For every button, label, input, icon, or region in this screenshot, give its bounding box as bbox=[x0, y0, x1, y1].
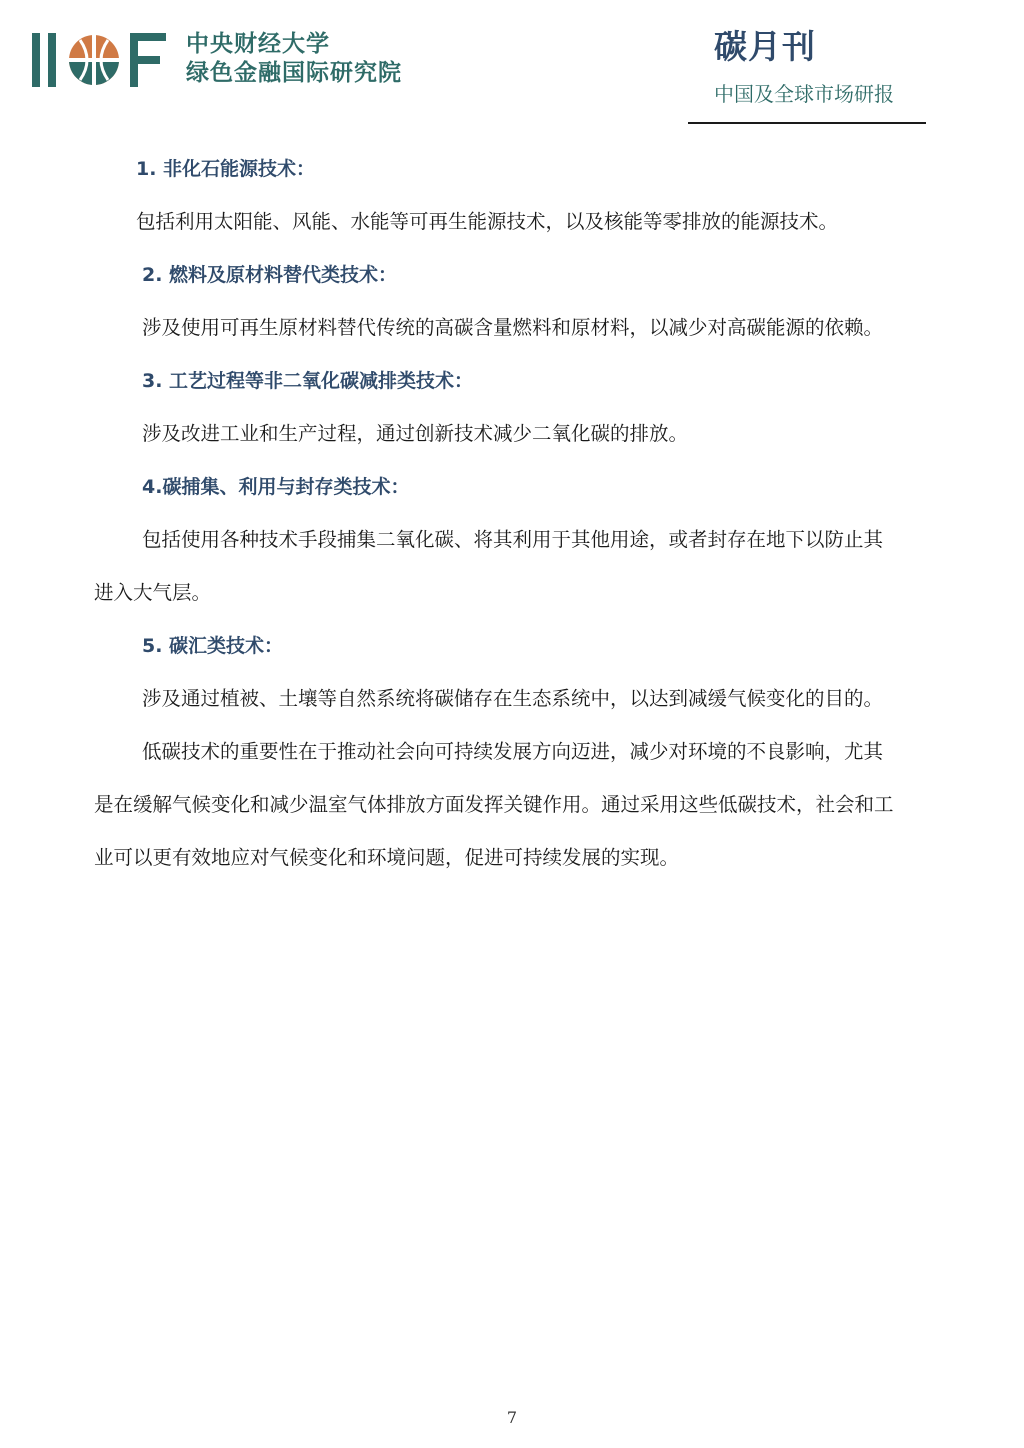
section-body-2: 涉及使用可再生原材料替代传统的高碳含量燃料和原材料，以减少对高碳能源的依赖。 bbox=[142, 316, 884, 339]
section-body-3: 涉及改进工业和生产过程，通过创新技术减少二氧化碳的排放。 bbox=[142, 422, 689, 445]
section-heading-2: 2. 燃料及原材料替代类技术： bbox=[142, 264, 398, 286]
publication-block bbox=[714, 26, 894, 108]
conclusion-line3: 业可以更有效地应对气候变化和环境问题，促进可持续发展的实现。 bbox=[94, 846, 680, 869]
section-body-4-line1: 包括使用各种技术手段捕集二氧化碳、将其利用于其他用途，或者封存在地下以防止其 bbox=[142, 528, 884, 551]
section-heading-4: 4.碳捕集、利用与封存类技术： bbox=[142, 476, 410, 498]
header-divider bbox=[688, 122, 926, 124]
section-heading-3: 3. 工艺过程等非二氧化碳减排类技术： bbox=[142, 370, 474, 392]
organization-name bbox=[186, 30, 402, 88]
organization-name-line1: 中央财经大学 bbox=[186, 31, 330, 57]
section-body-1: 包括利用太阳能、风能、水能等可再生能源技术，以及核能等零排放的能源技术。 bbox=[136, 210, 839, 233]
publication-title: 碳月刊 bbox=[714, 27, 816, 66]
section-heading-5: 5. 碳汇类技术： bbox=[142, 635, 284, 657]
conclusion-line1: 低碳技术的重要性在于推动社会向可持续发展方向迈进，减少对环境的不良影响，尤其 bbox=[142, 740, 884, 763]
section-body-5: 涉及通过植被、土壤等自然系统将碳储存在生态系统中，以达到减缓气候变化的目的。 bbox=[142, 687, 884, 710]
section-heading-1: 1. 非化石能源技术： bbox=[136, 158, 316, 180]
organization-name-line2: 绿色金融国际研究院 bbox=[186, 60, 402, 86]
page-number: 7 bbox=[506, 1408, 518, 1427]
conclusion-line2: 是在缓解气候变化和减少温室气体排放方面发挥关键作用。通过采用这些低碳技术，社会和工 bbox=[94, 793, 894, 816]
section-body-4-line2: 进入大气层。 bbox=[94, 581, 212, 604]
page-header bbox=[0, 0, 1024, 130]
publication-subtitle: 中国及全球市场研报 bbox=[714, 82, 894, 106]
iigf-logo bbox=[30, 30, 170, 90]
